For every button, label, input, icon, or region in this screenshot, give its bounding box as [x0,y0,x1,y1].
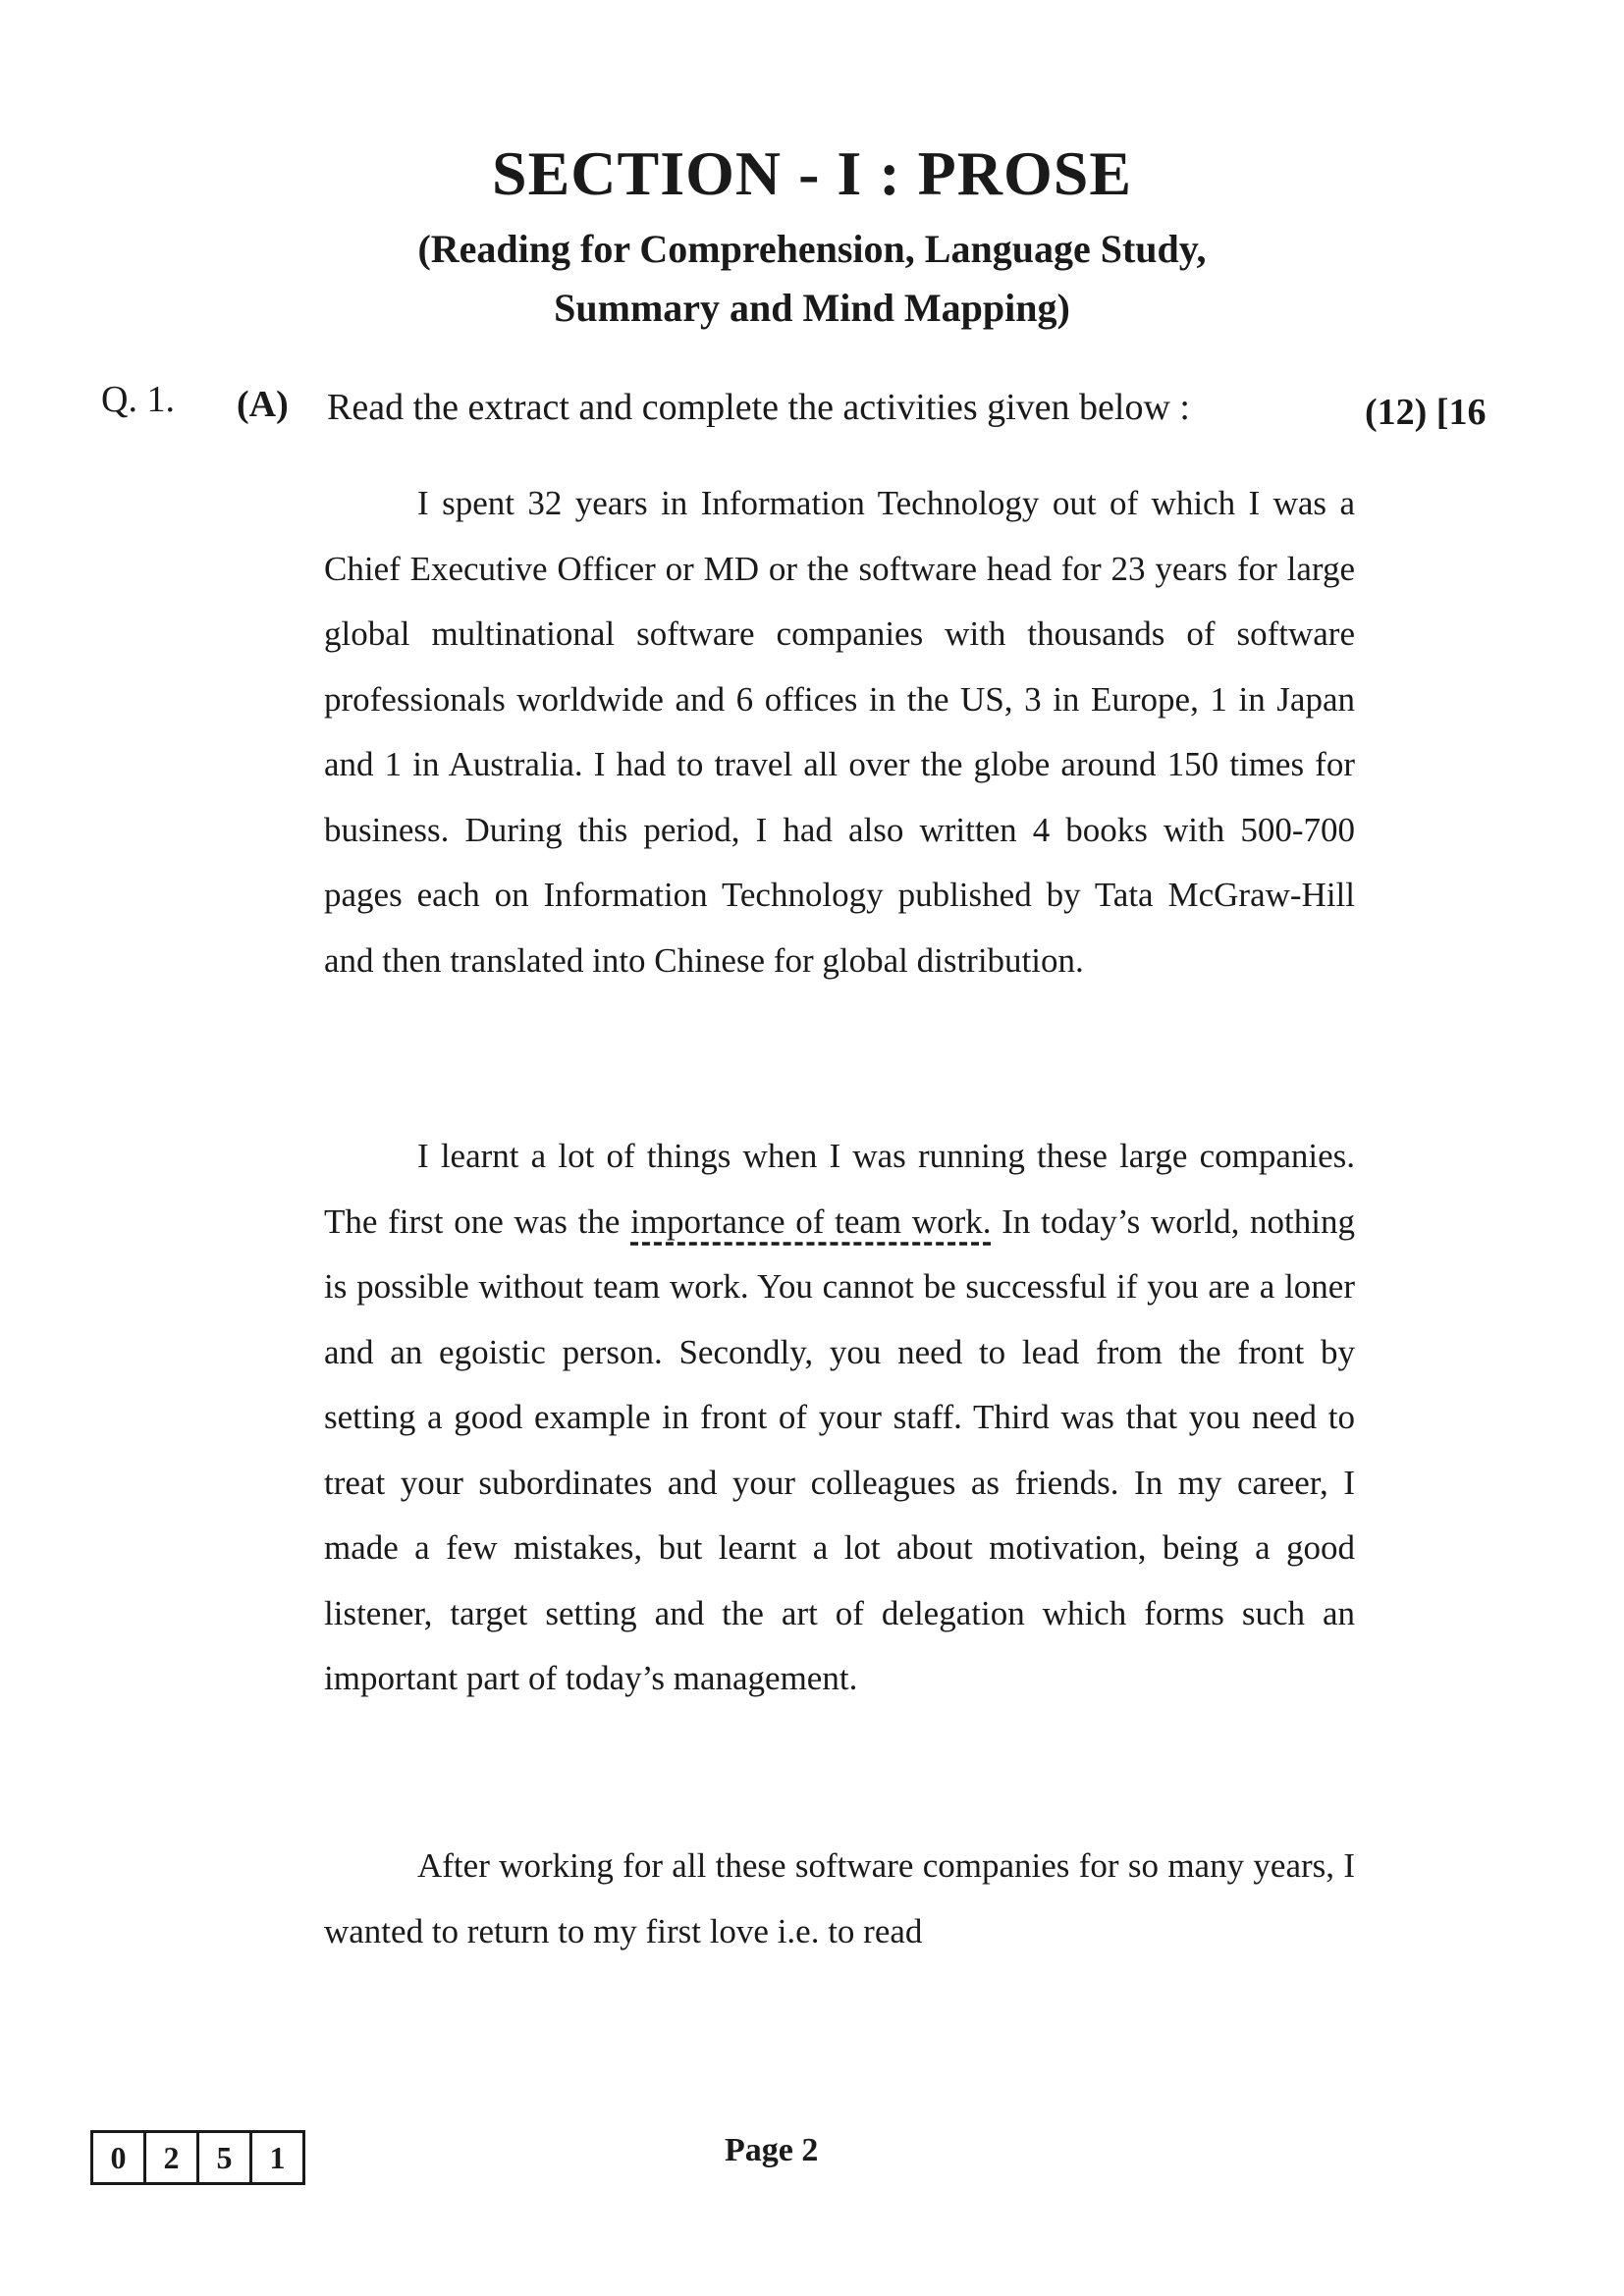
underlined-phrase: importance of team work. [630,1201,992,1241]
page-number: Page 2 [725,2132,819,2168]
paper-code-box [90,2130,305,2185]
section-subtitle-line-2: Summary and Mind Mapping) [554,286,1070,330]
section-subtitle-line-1: (Reading for Comprehension, Language Study, [417,227,1207,271]
question-marks: (12) [16 [1365,392,1487,433]
paragraph-2-text-start: I learnt a lot of things when I was running these large companies. The first one was the [324,1137,1355,1241]
section-title: SECTION - I : PROSE [492,138,1132,208]
section-subtitle [0,220,1624,338]
passage-paragraph-2 [324,1124,1355,1712]
paper-code-digit: 1 [269,2139,286,2175]
passage-paragraph-3: After working for all these software companies for so many years, I wanted to return to my first love i.e. to read [324,1846,1355,1950]
question-number: Q. 1. [101,379,175,420]
question-part: (A) [237,384,289,425]
paper-code-digit: 5 [199,2133,252,2182]
question-instruction: Read the extract and complete the activities given below : [327,387,1190,428]
passage-paragraph-1: I spent 32 years in Information Technology out of which I was a Chief Executive Officer or MD or the software head for 23 years for large global multinational software companies with thousands of software professionals worldwide and 6 offices in the US, 3 in Europe, 1 in Japan and 1 in Australia. I had to travel all over the globe around 150 times for business. During this period, I had also written 4 books with 500-700 pages each on Information Technology published by Tata McGraw-Hill and then translated into Chinese for global distribution. [324,484,1355,980]
paper-code-digit: 2 [146,2133,199,2182]
paragraph-2-text-end: In today’s world, nothing is possible without team work. You cannot be successful if you are a loner and an egoistic person. Secondly, you need to lead from the front by setting a good example in front of your staff. Third was that you need to treat your subordinates and your colleagues as friends. In my career, I made a few mistakes, but learnt a lot about motivation, being a good listener, target setting and the art of delegation which forms such an important part of today’s management. [324,1201,1355,1697]
paper-code-digit: 0 [93,2133,146,2182]
